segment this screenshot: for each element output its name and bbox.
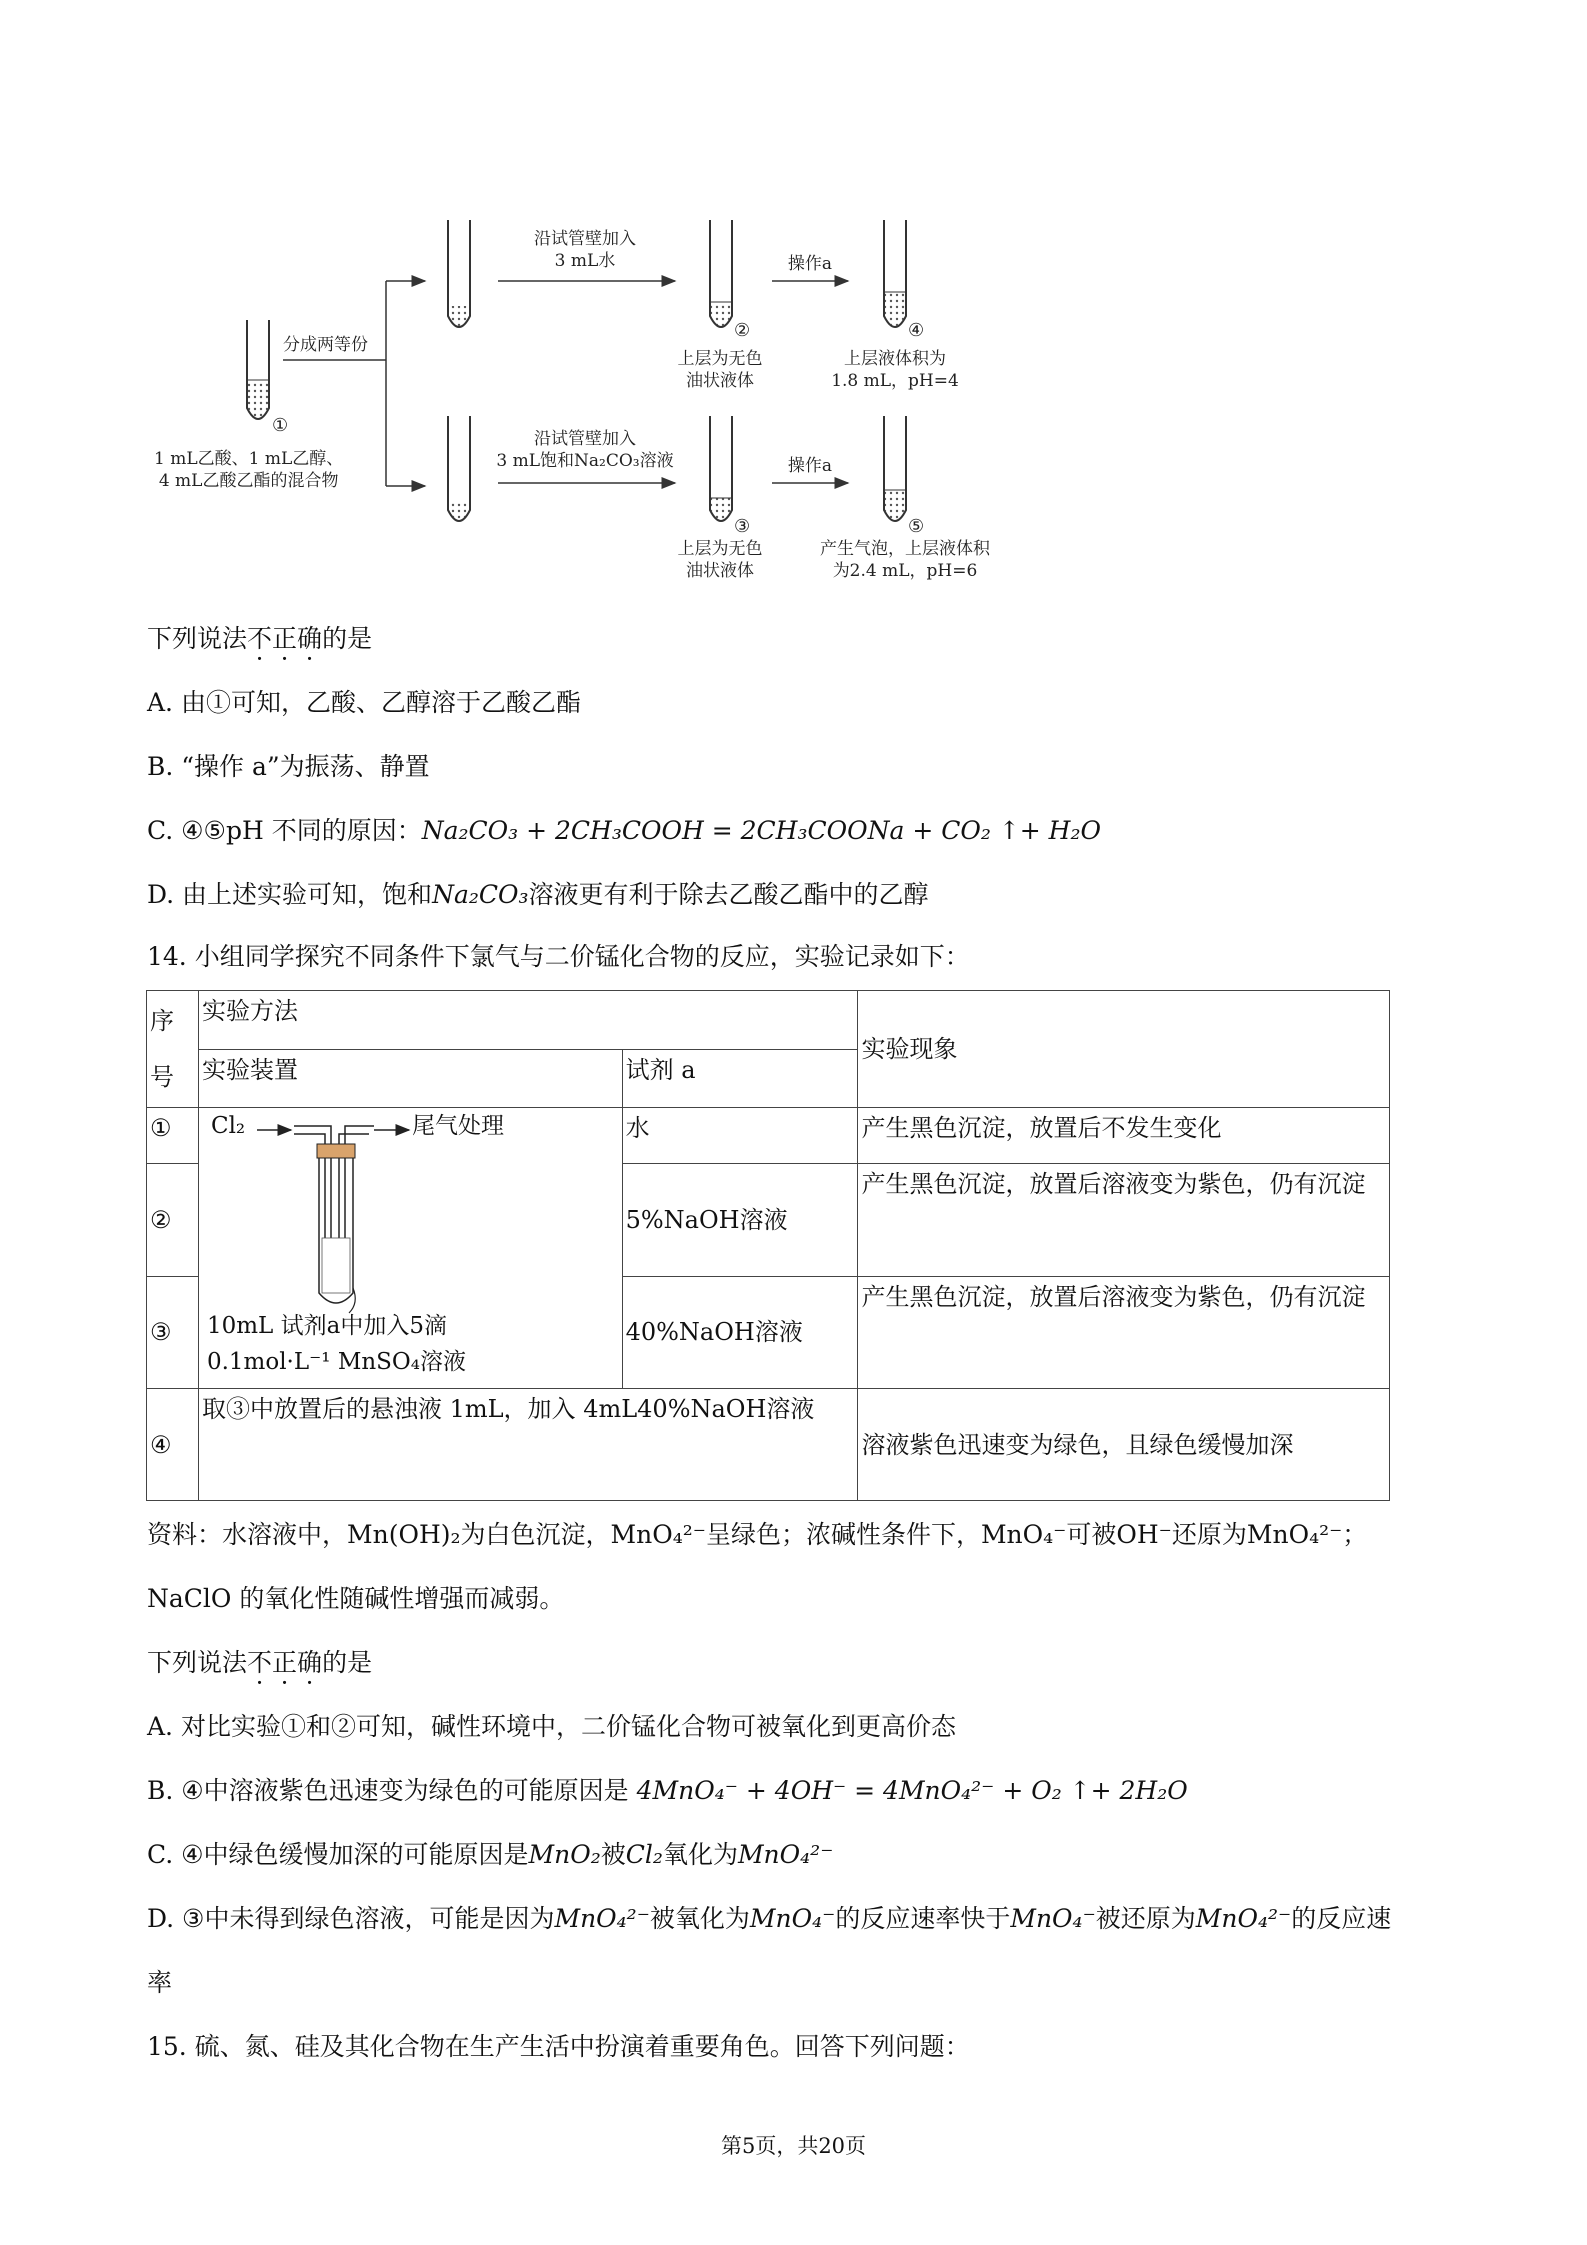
header-seq: 序号 <box>147 991 199 1108</box>
tube2-caption: 上层为无色 油状液体 <box>677 349 763 391</box>
split-tube-top <box>448 220 470 327</box>
q14-info-2: NaClO 的氧化性随碱性增强而减弱。 <box>147 1584 565 1613</box>
q14-info-1: 资料：水溶液中，Mn(OH)₂为白色沉淀，MnO₄²⁻呈绿色；浓碱性条件下，MnO₄⁻可被OH⁻还原为MnO₄²⁻； <box>147 1520 1368 1549</box>
apparatus-note-1: 10mL 试剂a中加入5滴 <box>206 1313 447 1339</box>
tail-gas-label: 尾气处理 <box>411 1113 504 1139</box>
split-label: 分成两等份 <box>283 335 368 355</box>
operation-a-bottom: 操作a <box>787 456 833 476</box>
q14-option-a: A. 对比实验①和②可知，碱性环境中，二价锰化合物可被氧化到更高价态 <box>147 1712 956 1741</box>
q14-option-b: B. ④中溶液紫色迅速变为绿色的可能原因是 4MnO₄⁻ + 4OH⁻ = 4MnO₄²⁻ + O₂ ↑+ 2H₂O <box>147 1776 1188 1805</box>
test-tube-5 <box>884 416 906 521</box>
row4-method: 取③中放置后的悬浊液 1mL，加入 4mL40%NaOH溶液 <box>198 1389 858 1501</box>
q14-prompt: 下列说法不正确的是 <box>147 1648 373 1677</box>
test-tube-1 <box>247 320 269 419</box>
row3-phenomenon: 产生黑色沉淀，放置后溶液变为紫色，仍有沉淀 <box>858 1276 1390 1388</box>
tube3-number: ③ <box>734 516 751 537</box>
tube5-number: ⑤ <box>908 516 925 537</box>
header-phenomenon: 实验现象 <box>858 991 1390 1108</box>
row2-reagent: 5%NaOH溶液 <box>622 1164 858 1276</box>
tube1-caption: 1 mL乙酸、1 mL乙醇、 4 mL乙酸乙酯的混合物 <box>154 449 344 491</box>
row3-seq: ③ <box>147 1276 199 1388</box>
row1-reagent: 水 <box>622 1108 858 1164</box>
add-water-label: 沿试管壁加入 3 mL水 <box>534 229 636 271</box>
row4-phenomenon: 溶液紫色迅速变为绿色，且绿色缓慢加深 <box>858 1389 1390 1501</box>
experiment-table <box>146 990 1390 1501</box>
apparatus-figure <box>199 1108 622 1388</box>
tube4-caption: 上层液体积为 1.8 mL，pH=4 <box>831 349 959 391</box>
q13-option-b: B. “操作 a”为振荡、静置 <box>147 752 430 781</box>
add-na2co3-label: 沿试管壁加入 3 mL饱和Na₂CO₃溶液 <box>496 429 674 471</box>
row1-seq: ① <box>147 1108 199 1164</box>
tube5-caption: 产生气泡，上层液体积 为2.4 mL，pH=6 <box>820 539 990 581</box>
split-tube-bottom <box>448 416 470 521</box>
apparatus-note-2: 0.1mol·L⁻¹ MnSO₄溶液 <box>206 1349 467 1375</box>
cl2-label: Cl₂ <box>210 1113 246 1139</box>
tube4-number: ④ <box>908 320 925 341</box>
q14-option-d: D. ③中未得到绿色溶液，可能是因为MnO₄²⁻被氧化为MnO₄⁻的反应速率快于MnO₄⁻被还原为MnO₄²⁻的反应速 <box>147 1904 1392 1933</box>
q14-option-d-cont: 率 <box>147 1968 173 1997</box>
operation-a-top: 操作a <box>787 254 833 274</box>
page-footer: 第5页，共20页 <box>720 2134 867 2158</box>
test-tube-4 <box>884 220 906 327</box>
test-tube-2 <box>710 220 732 327</box>
row2-seq: ② <box>147 1164 199 1276</box>
row2-phenomenon: 产生黑色沉淀，放置后溶液变为紫色，仍有沉淀 <box>858 1164 1390 1276</box>
q13-option-a: A. 由①可知，乙酸、乙醇溶于乙酸乙酯 <box>147 688 581 717</box>
tube2-number: ② <box>734 320 751 341</box>
row1-phenomenon: 产生黑色沉淀，放置后不发生变化 <box>858 1108 1390 1164</box>
q14-stem: 14. 小组同学探究不同条件下氯气与二价锰化合物的反应，实验记录如下： <box>147 942 970 971</box>
tube3-caption: 上层为无色 油状液体 <box>677 539 763 581</box>
header-reagent: 试剂 a <box>622 1049 858 1108</box>
row3-reagent: 40%NaOH溶液 <box>622 1276 858 1388</box>
header-method: 实验方法 <box>198 991 858 1050</box>
row4-seq: ④ <box>147 1389 199 1501</box>
ester-experiment-diagram <box>150 208 1010 598</box>
apparatus-cell <box>198 1108 622 1389</box>
q14-option-c: C. ④中绿色缓慢加深的可能原因是MnO₂被Cl₂氧化为MnO₄²⁻ <box>147 1840 834 1869</box>
test-tube-3 <box>710 416 732 521</box>
q15-stem: 15. 硫、氮、硅及其化合物在生产生活中扮演着重要角色。回答下列问题： <box>147 2032 970 2061</box>
q13-option-c: C. ④⑤pH 不同的原因：Na₂CO₃ + 2CH₃COOH = 2CH₃COONa + CO₂ ↑+ H₂O <box>147 816 1101 845</box>
tube1-number: ① <box>272 415 289 436</box>
q13-prompt: 下列说法不正确的是 <box>147 624 373 653</box>
header-apparatus: 实验装置 <box>198 1049 622 1108</box>
q13-option-d: D. 由上述实验可知，饱和Na₂CO₃溶液更有利于除去乙酸乙酯中的乙醇 <box>147 880 929 909</box>
